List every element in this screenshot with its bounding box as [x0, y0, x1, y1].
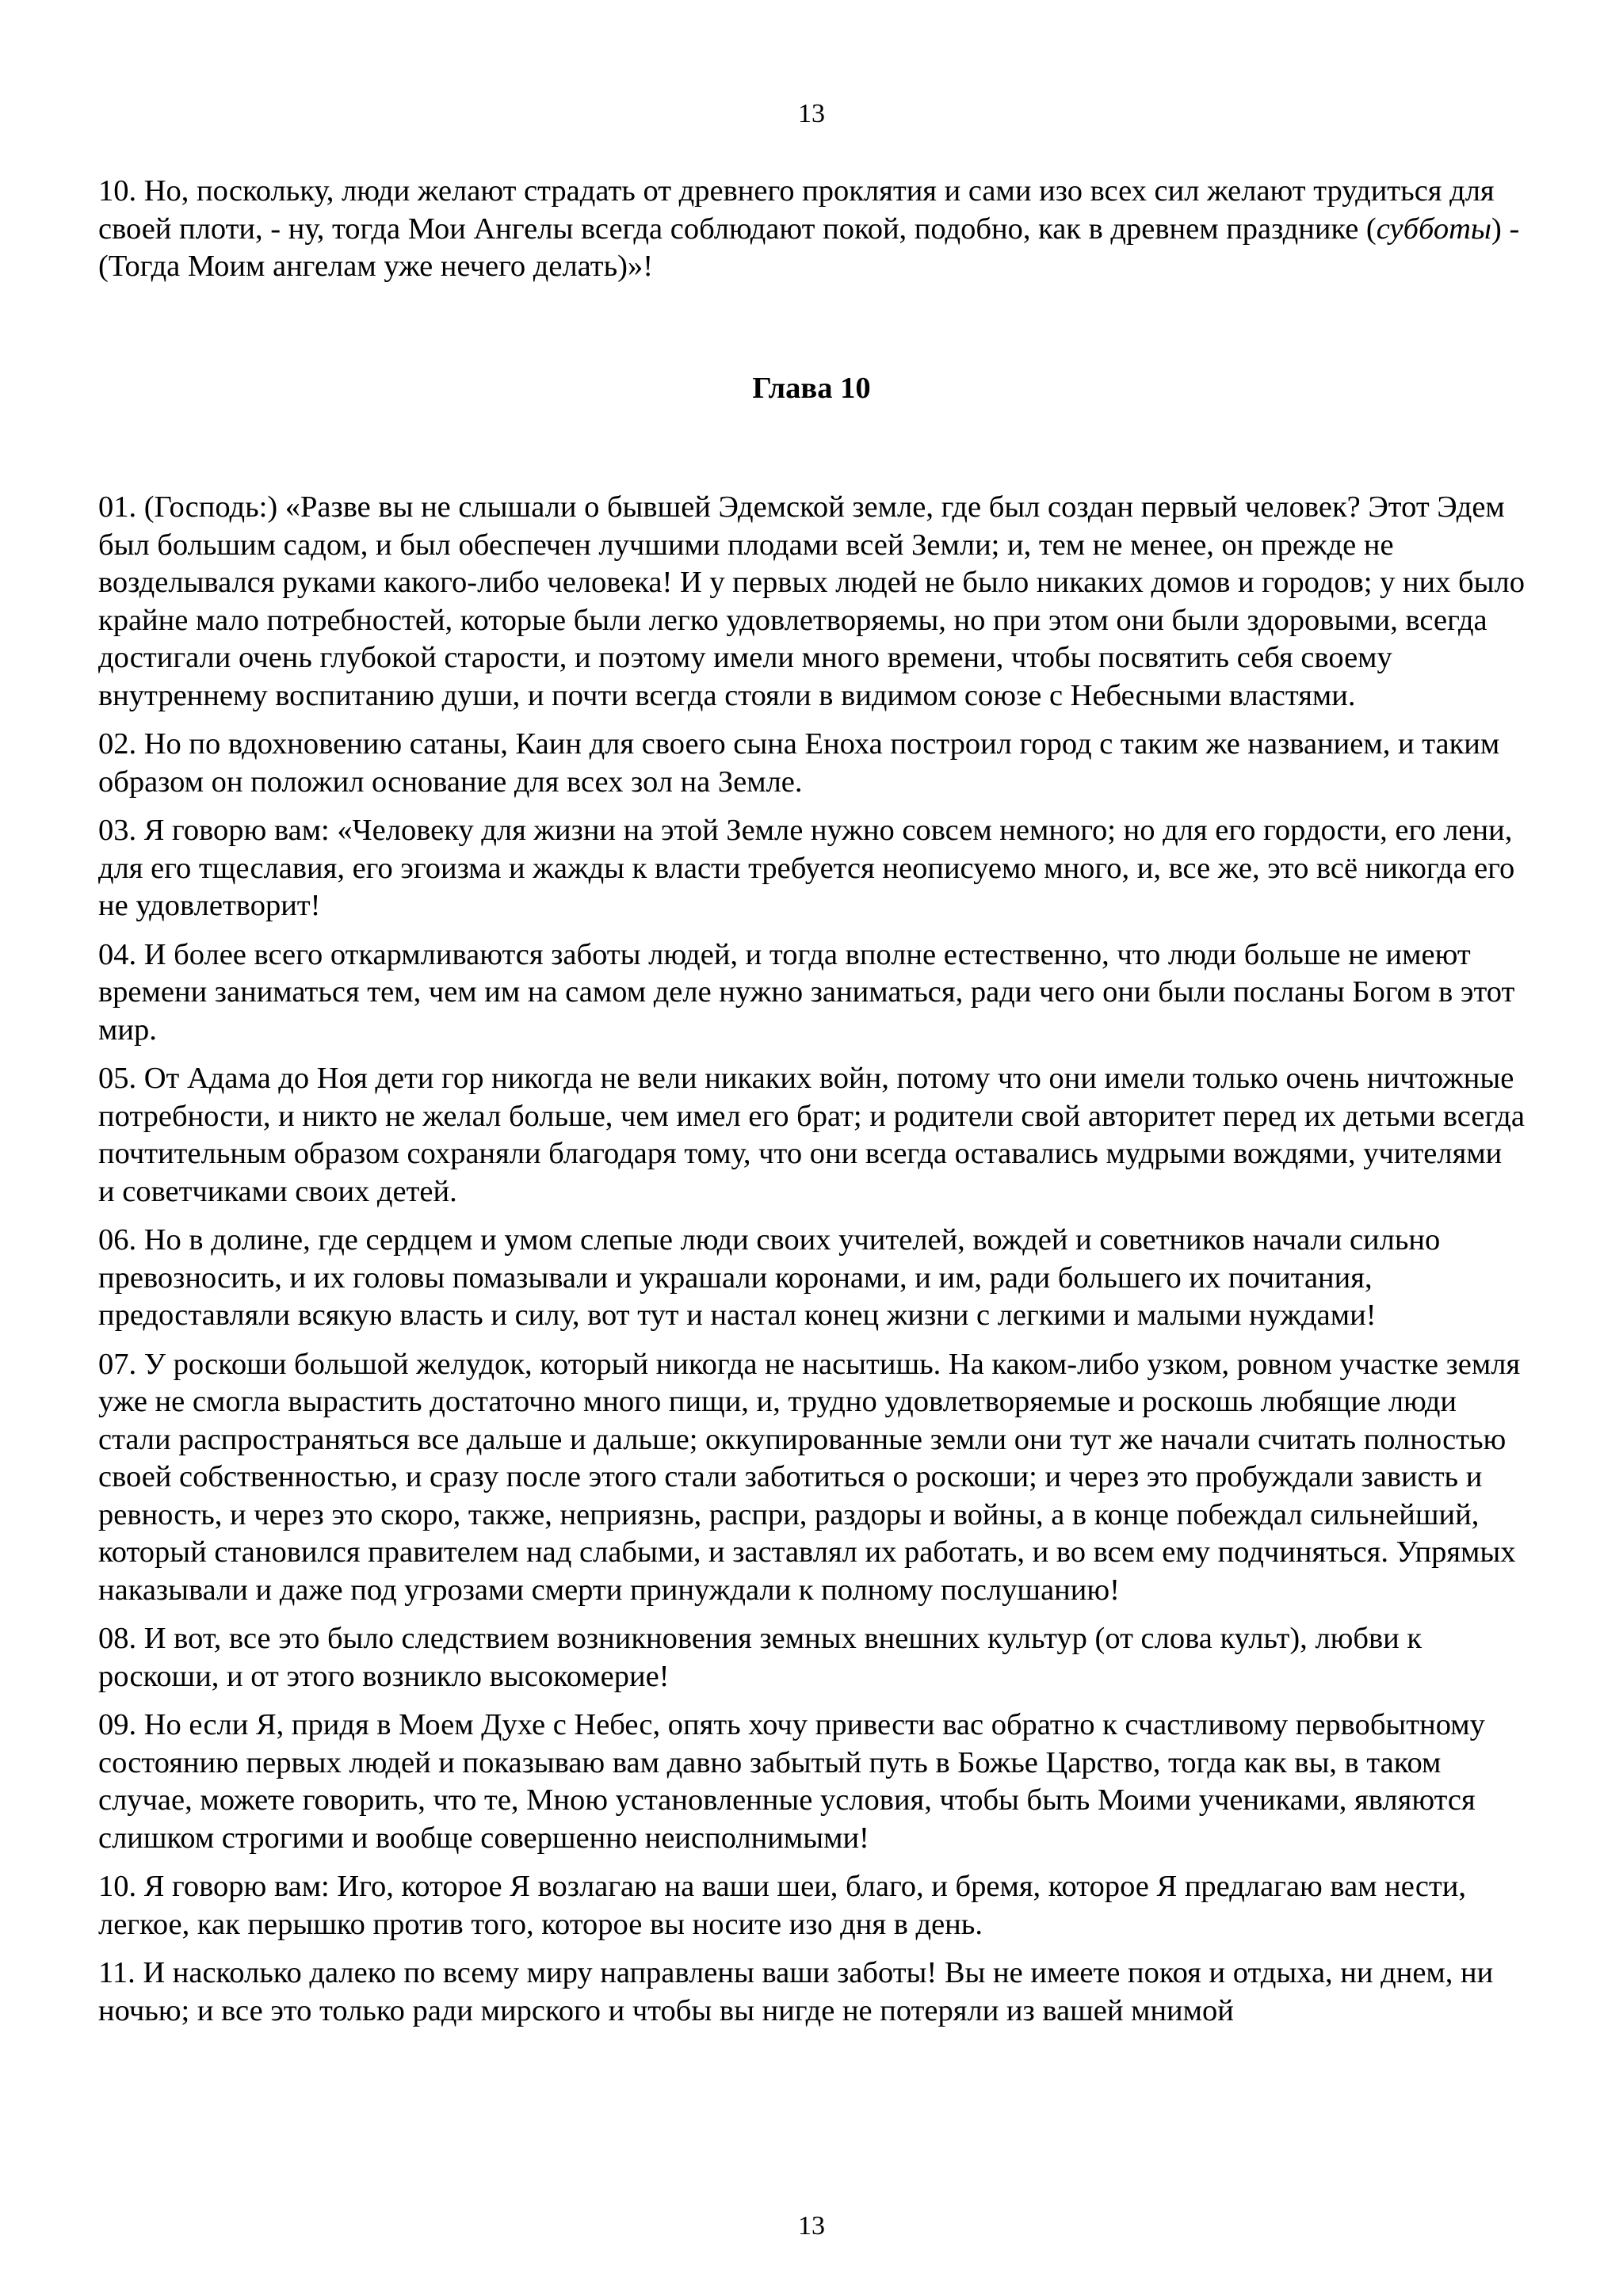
footer-page-number: 13: [798, 2211, 825, 2241]
paragraph-05: 05. От Адама до Ноя дети гор никогда не вели никаких войн, потому что они имели только очень ничтожные потребности, и никто не желал больше, чем имел его брат; и родители свой авторитет перед их детьми всегда почтительным образом сохраняли благодаря тому, что они всегда оставались мудрыми вождями, учителями и советчиками своих детей.: [98, 1062, 1525, 1208]
paragraph-08: 08. И вот, все это было следствием возникновения земных внешних культур (от слова культ), любви к роскоши, и от этого возникло высокомерие!: [98, 1622, 1423, 1693]
intro-text-end: ) - (Тогда Моим ангелам уже нечего делать)»!: [98, 212, 1520, 283]
intro-paragraph: [98, 173, 1525, 286]
paragraph-10: 10. Я говорю вам: Иго, которое Я возлагаю на ваши шеи, благо, и бремя, которое Я предлагаю вам нести, легкое, как перышко против того, которое вы носите изо дня в день.: [98, 1870, 1466, 1941]
paragraph-01: 01. (Господь:) «Разве вы не слышали о бывшей Эдемской земле, где был создан первый человек? Этот Эдем был большим садом, и был обеспечен лучшими плодами всей Земли; и, тем не менее, он прежде не возделывался руками какого-либо человека! И у первых людей не было никаких домов и городов; у них было крайне мало потребностей, которые были легко удовлетворяемы, но при этом они были здоровыми, всегда достигали очень глубокой старости, и поэтому имели много времени, чтобы посвятить себя своему внутреннему воспитанию души, и почти всегда стояли в видимом союзе с Небесными властями.: [98, 490, 1525, 712]
paragraph-07: 07. У роскоши большой желудок, который никогда не насытишь. На каком-либо узком, ровном участке земля уже не смогла вырастить достаточно много пищи, и, трудно удовлетворяемые и роскошь любящие люди стали распространяться все дальше и дальше; оккупированные земли они тут же начали считать полностью своей собственностью, и сразу после этого стали заботиться о роскоши; и через это пробуждали зависть и ревность, и через это скоро, также, неприязнь, распри, раздоры и войны, а в конце побеждал сильнейший, который становился правителем над слабыми, и заставлял их работать, и во всем ему подчиняться. Упрямых наказывали и даже под угрозами смерти принуждали к полному послушанию!: [98, 1347, 1521, 1607]
page-content: [98, 173, 1525, 2030]
paragraph-03: 03. Я говорю вам: «Человеку для жизни на этой Земле нужно совсем немного; но для его гордости, его лени, для его тщеславия, его эгоизма и жажды к власти требуется неописуемо много, и, все же, это всё никогда его не удовлетворит!: [98, 814, 1515, 922]
chapter-title: Глава 10: [752, 371, 871, 405]
paragraph-04: 04. И более всего откармливаются заботы людей, и тогда вполне естественно, что люди больше не имеют времени заниматься тем, чем им на самом деле нужно заниматься, ради чего они были посланы Богом в этот мир.: [98, 937, 1515, 1047]
header-page-number: 13: [798, 99, 825, 128]
intro-text-start: 10. Но, поскольку, люди желают страдать от древнего проклятия и сами изо всех сил желают трудиться для своей плоти, - ну, тогда Мои Ангелы всегда соблюдают покой, подобно, как в древнем празднике (: [98, 174, 1495, 246]
paragraph-06: 06. Но в долине, где сердцем и умом слепые люди своих учителей, вождей и советников начали сильно превозносить, и их головы помазывали и украшали коронами, и им, ради большего их почитания, предоставляли всякую власть и силу, вот тут и настал конец жизни с легкими и малыми нуждами!: [98, 1223, 1441, 1332]
paragraph-02: 02. Но по вдохновению сатаны, Каин для своего сына Еноха построил город с таким же названием, и таким образом он положил основание для всех зол на Земле.: [98, 727, 1500, 799]
paragraph-11: 11. И насколько далеко по всему миру направлены ваши заботы! Вы не имеете покоя и отдыха, ни днем, ни ночью; и все это только ради мирского и чтобы вы нигде не потеряли из вашей мнимой: [98, 1956, 1494, 2027]
intro-italic-word: субботы: [1376, 212, 1491, 246]
paragraph-09: 09. Но если Я, придя в Моем Духе с Небес, опять хочу привести вас обратно к счастливому первобытному состоянию первых людей и показываю вам давно забытый путь в Божье Царство, тогда как вы, в таком случае, можете говорить, что те, Мною установленные условия, чтобы быть Моими учениками, являются слишком строгими и вообще совершенно неисполнимыми!: [98, 1708, 1485, 1855]
